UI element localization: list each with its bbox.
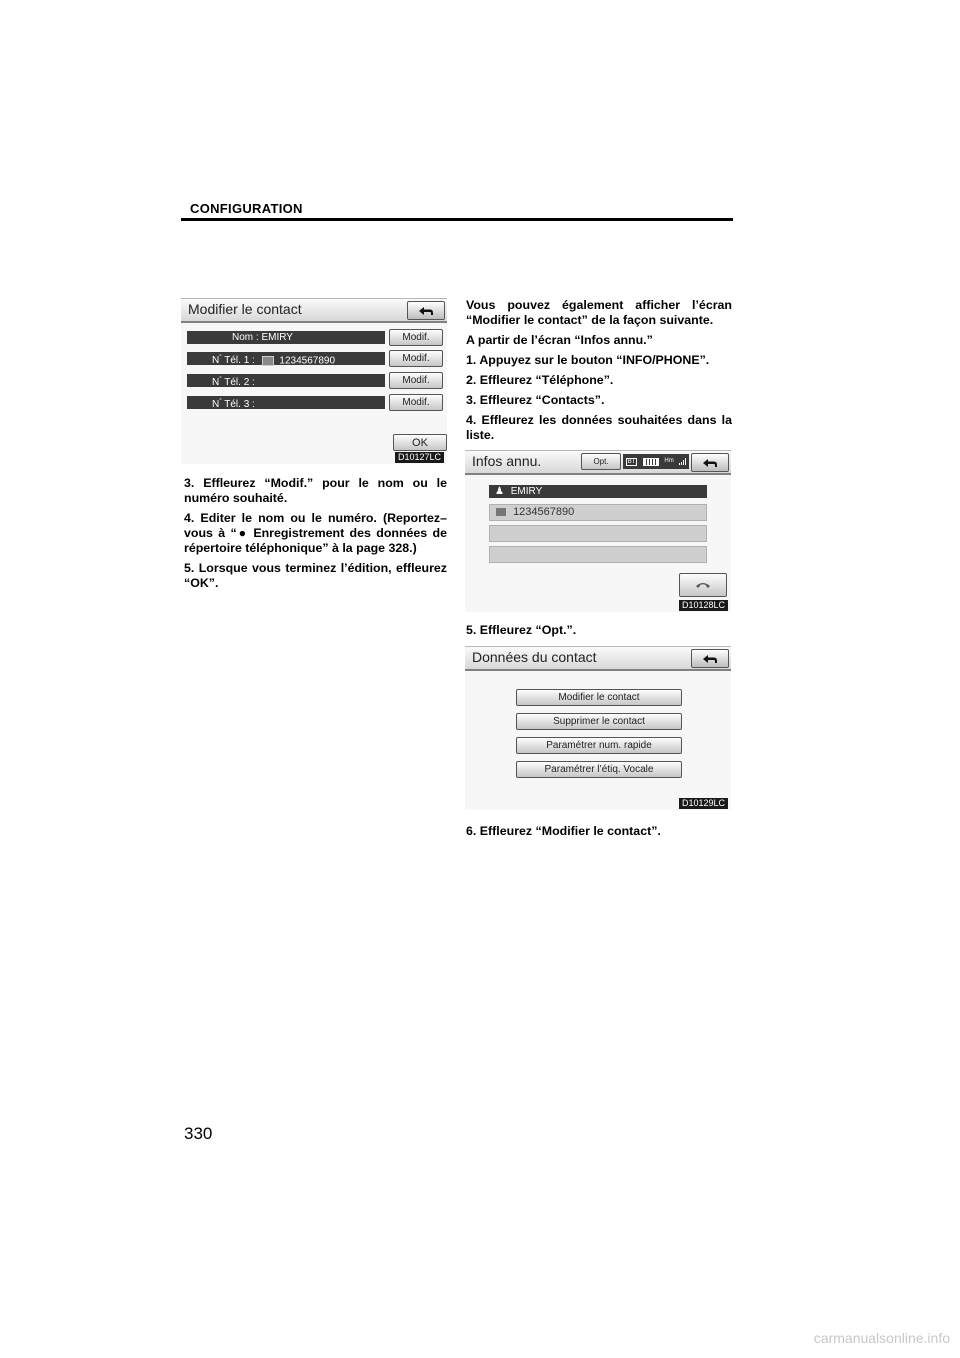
modif-button-tel1[interactable]: Modif. (389, 350, 443, 367)
back-arrow-icon (700, 457, 720, 469)
step-3: 3. Effleurez “Modif.” pour le nom ou le numéro souhaité. (184, 476, 447, 505)
figure-code: D10127LC (395, 452, 444, 463)
section-title: CONFIGURATION (190, 201, 303, 216)
back-arrow-icon (700, 653, 720, 665)
watermark: carmanualsonline.info (813, 1330, 950, 1346)
screen-title: Modifier le contact (188, 301, 302, 317)
tel3-label: Tél. 3 : (224, 399, 255, 411)
tel1-value: 1234567890 (279, 355, 336, 367)
screen-header (181, 298, 447, 323)
person-icon: ♟ (495, 486, 504, 497)
back-button[interactable] (691, 649, 729, 668)
ok-button[interactable]: OK (393, 434, 447, 451)
empty-row-1 (489, 525, 707, 542)
intro-step-2: 2. Effleurez “Téléphone”. (466, 373, 614, 387)
parametrer-num-rapide-button[interactable]: Paramétrer num. rapide (516, 737, 682, 754)
figure-code: D10128LC (679, 600, 728, 611)
supprimer-contact-button[interactable]: Supprimer le contact (516, 713, 682, 730)
signal-icon (679, 458, 686, 465)
back-arrow-icon (416, 305, 436, 317)
tel2-row: N° Tél. 2 : (187, 374, 385, 387)
step-6: 6. Effleurez “Modifier le contact”. (466, 824, 661, 838)
right-intro (466, 298, 732, 448)
contact-number-row[interactable] (489, 504, 707, 521)
tel2-prefix: N (212, 377, 220, 389)
tel1-label: Tél. 1 : (224, 355, 255, 367)
status-bar (623, 454, 689, 469)
modif-button-tel3[interactable]: Modif. (389, 394, 443, 411)
call-button[interactable] (679, 573, 727, 597)
step-5-left: 5. Lorsque vous terminez l’édition, effleurez “OK”. (184, 561, 447, 590)
modif-button-tel2[interactable]: Modif. (389, 372, 443, 389)
tel1-prefix: N (212, 355, 220, 367)
step-5-right: 5. Effleurez “Opt.”. (466, 623, 577, 637)
contact-name-row[interactable] (489, 485, 707, 498)
tel3-row: N° Tél. 3 : (187, 396, 385, 409)
intro-paragraph: Vous pouvez également afficher l’écran “Modifier le contact” de la façon suivante. (466, 298, 732, 327)
screen-modifier-contact (181, 298, 447, 464)
battery-icon (643, 458, 659, 466)
name-row (187, 331, 385, 344)
empty-row-2 (489, 546, 707, 563)
screen-title: Infos annu. (472, 453, 542, 469)
intro-step-3: 3. Effleurez “Contacts”. (466, 393, 605, 407)
back-button[interactable] (407, 301, 445, 320)
modifier-contact-button[interactable]: Modifier le contact (516, 689, 682, 706)
left-steps (184, 476, 447, 596)
name-label: Nom : EMIRY (232, 332, 293, 343)
intro-step-1: 1. Appuyez sur le bouton “INFO/PHONE”. (466, 353, 710, 367)
phone-handset-icon (695, 580, 711, 590)
tel1-row: N° Tél. 1 : 1234567890 (187, 352, 385, 365)
step-4: 4. Editer le nom ou le numéro. (Reportez–vous à “● Enregistrement des données de répertoire téléphonique” à la page 328.) (184, 511, 447, 555)
hm-label: Hm (664, 458, 674, 464)
bluetooth-label: BT (627, 458, 636, 465)
intro-from: A partir de l’écran “Infos annu.” (466, 333, 653, 347)
opt-button[interactable]: Opt. (581, 453, 621, 470)
tel2-label: Tél. 2 : (224, 377, 255, 389)
screen-donnees-contact (465, 646, 731, 810)
tel3-prefix: N (212, 399, 220, 411)
modif-button-name[interactable]: Modif. (389, 329, 443, 346)
header-rule (181, 218, 733, 221)
phone-type-icon (496, 508, 506, 516)
contact-number: 1234567890 (513, 506, 575, 518)
intro-step-4: 4. Effleurez les données souhaitées dans la liste. (466, 413, 732, 442)
page-number: 330 (184, 1124, 213, 1143)
screen-title: Données du contact (472, 649, 597, 665)
screen-header (465, 450, 731, 475)
parametrer-etiq-vocale-button[interactable]: Paramétrer l’étiq. Vocale (516, 761, 682, 778)
screen-infos-annu (465, 450, 731, 612)
phone-type-icon (262, 356, 274, 366)
contact-name: EMIRY (510, 486, 543, 497)
figure-code: D10129LC (679, 798, 728, 809)
back-button[interactable] (691, 453, 729, 472)
screen-header (465, 646, 731, 671)
